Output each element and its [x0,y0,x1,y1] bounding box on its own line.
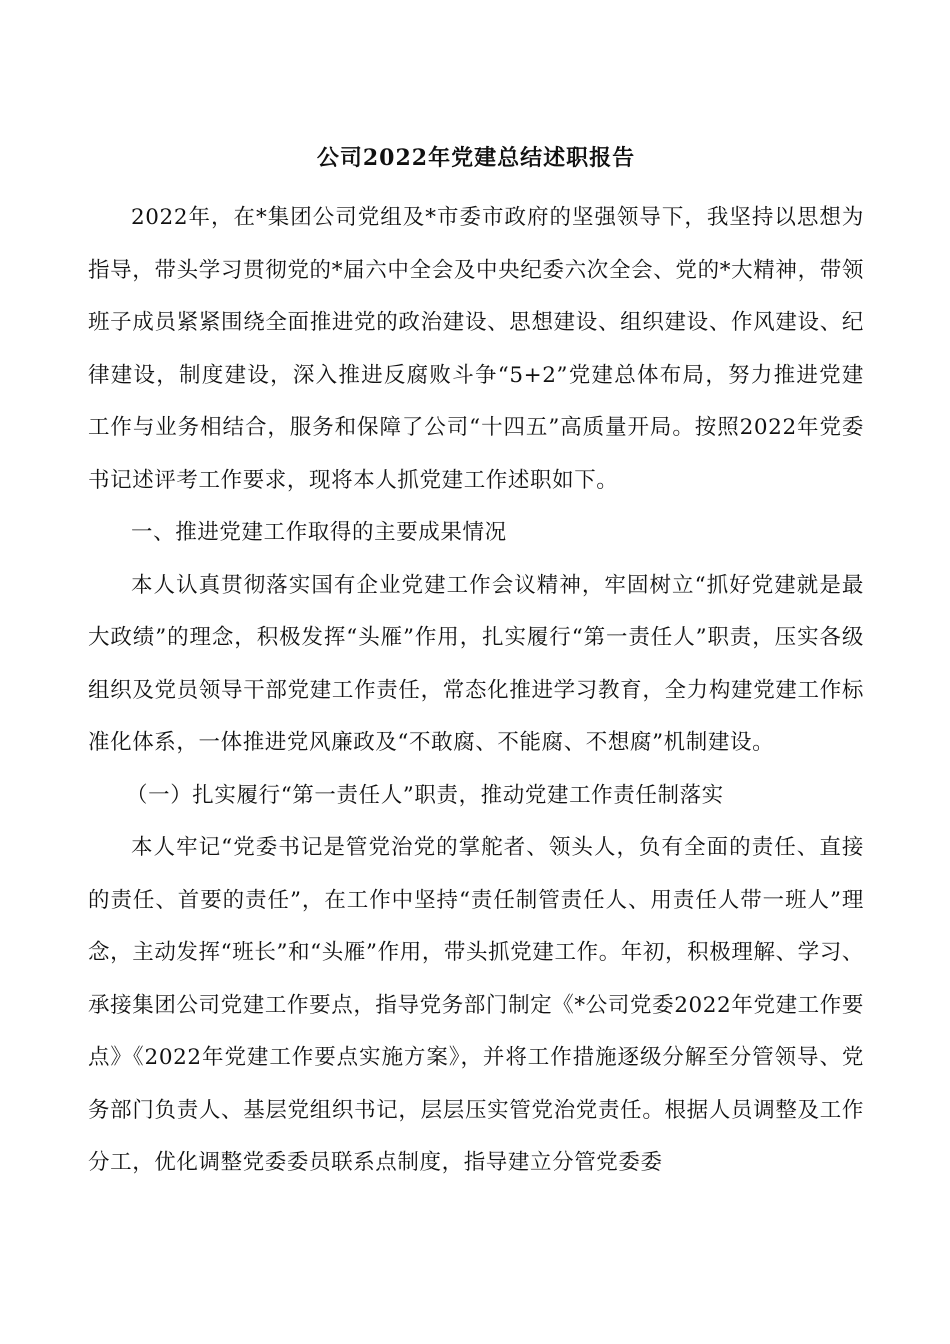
subsection-paragraph: 本人牢记“党委书记是管党治党的掌舵者、领头人，负有全面的责任、直接的责任、首要的责任”，在工作中坚持“责任制管责任人、用责任人带一班人”理念，主动发挥“班长”和“头雁”作用，带头抓党建工作。年初，积极理解、学习、承接集团公司党建工作要点，指导党务部门制定《*公司党委2022年党建工作要点》《2022年党建工作要点实施方案》，并将工作措施逐级分解至分管领导、党务部门负责人、基层党组织书记，层层压实管党治党责任。根据人员调整及工作分工，优化调整党委委员联系点制度，指导建立分管党委委 [88,835,864,1175]
section-paragraph: 本人认真贯彻落实国有企业党建工作会议精神，牢固树立“抓好党建就是最大政绩”的理念，积极发挥“头雁”作用，扎实履行“第一责任人”职责，压实各级组织及党员领导干部党建工作责任，常态化推进学习教育，全力构建党建工作标准化体系，一体推进党风廉政及“不敢腐、不能腐、不想腐”机制建设。 [88,572,864,755]
intro-paragraph: 2022年，在*集团公司党组及*市委市政府的坚强领导下，我坚持以思想为指导，带头学习贯彻党的*届六中全会及中央纪委六次全会、党的*大精神，带领班子成员紧紧围绕全面推进党的政治建设、思想建设、组织建设、作风建设、纪律建设，制度建设，深入推进反腐败斗争“5+2”党建总体布局，努力推进党建工作与业务相结合，服务和保障了公司“十四五”高质量开局。按照2022年党委书记述评考工作要求，现将本人抓党建工作述职如下。 [88,205,864,493]
document-page [88,138,864,1190]
document-title: 公司2022年党建总结述职报告 [316,145,636,171]
subsection-heading: （一）扎实履行“第一责任人”职责，推动党建工作责任制落实 [126,782,724,808]
section-heading: 一、推进党建工作取得的主要成果情况 [131,520,507,545]
